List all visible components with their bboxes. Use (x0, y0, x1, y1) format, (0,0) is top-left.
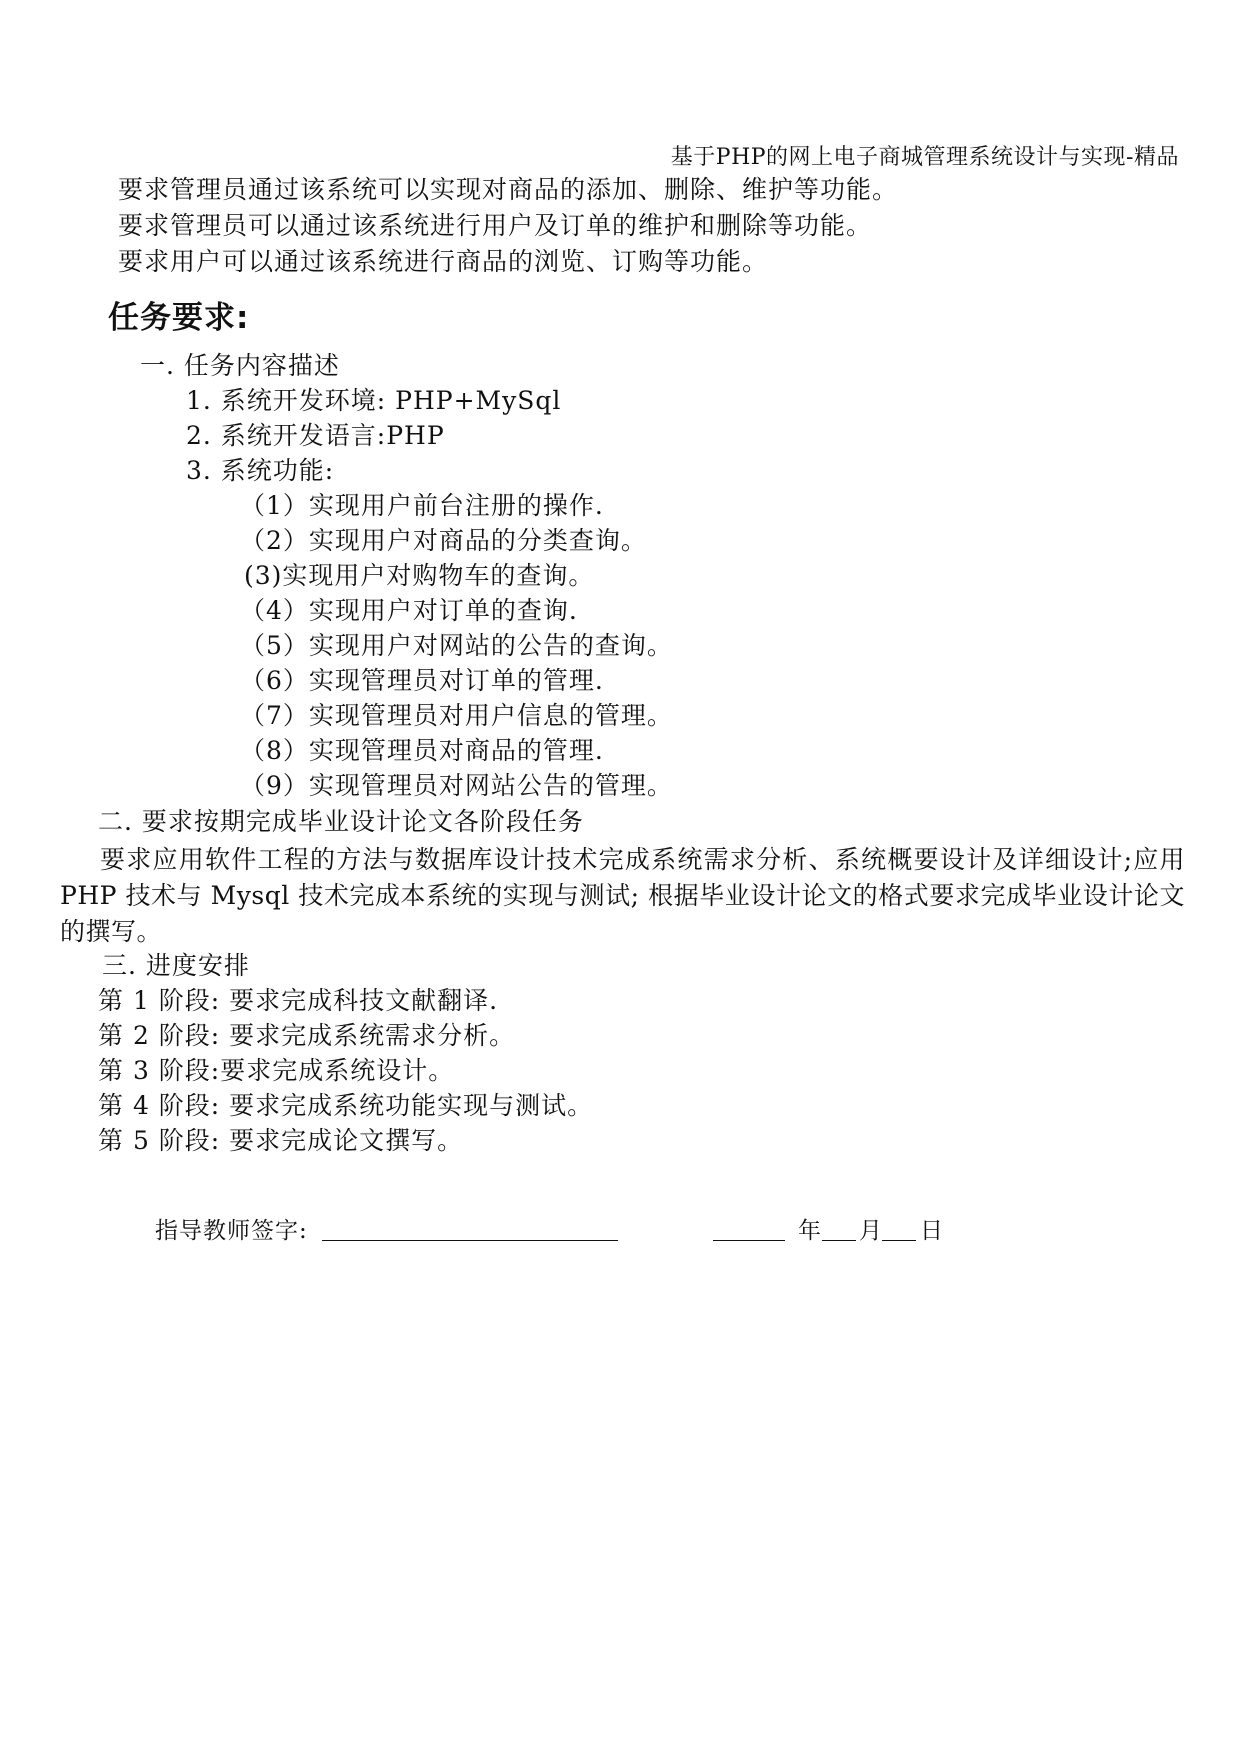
task-heading: 任务要求: (108, 300, 250, 336)
year-line (713, 1240, 785, 1241)
schedule-stage: 第 5 阶段: 要求完成论文撰写。 (98, 1126, 464, 1155)
section-1-item-2: 2. 系统开发语言:PHP (186, 421, 445, 450)
day-label: 日 (920, 1218, 943, 1244)
function-item: （7）实现管理员对用户信息的管理。 (240, 701, 673, 730)
month-line (822, 1240, 856, 1241)
section-1-item-3: 3. 系统功能: (186, 456, 335, 485)
function-item: （9）实现管理员对网站公告的管理。 (240, 771, 673, 800)
year-label: 年 (798, 1218, 821, 1244)
section-3-title: 三. 进度安排 (102, 951, 250, 980)
schedule-stage: 第 2 阶段: 要求完成系统需求分析。 (98, 1021, 516, 1050)
section-1-item-1: 1. 系统开发环境: PHP+MySql (186, 386, 562, 415)
schedule-stage: 第 1 阶段: 要求完成科技文献翻译. (98, 986, 499, 1015)
section-1-title: 一. 任务内容描述 (140, 351, 340, 380)
page-header-title: 基于PHP的网上电子商城管理系统设计与实现-精品 (670, 145, 1179, 170)
signature-label: 指导教师签字: (155, 1218, 308, 1244)
month-label: 月 (859, 1218, 882, 1244)
function-item: (3)实现用户对购物车的查询。 (244, 561, 595, 590)
signature-line (322, 1240, 618, 1241)
function-item: （2）实现用户对商品的分类查询。 (240, 526, 647, 555)
function-item: （1）实现用户前台注册的操作. (240, 491, 604, 520)
schedule-stage: 第 3 阶段:要求完成系统设计。 (98, 1056, 455, 1085)
section-2-title: 二. 要求按期完成毕业设计论文各阶段任务 (98, 807, 584, 836)
function-item: （4）实现用户对订单的查询. (240, 596, 578, 625)
schedule-stage: 第 4 阶段: 要求完成系统功能实现与测试。 (98, 1091, 594, 1120)
section-2-paragraph: 要求应用软件工程的方法与数据库设计技术完成系统需求分析、系统概要设计及详细设计;应用 PHP 技术与 Mysql 技术完成本系统的实现与测试; 根据毕业设计论文的格式要求完成毕业设计论文的撰写。 (60, 845, 1185, 946)
day-line (882, 1240, 916, 1241)
function-item: （6）实现管理员对订单的管理. (240, 666, 604, 695)
function-item: （5）实现用户对网站的公告的查询。 (240, 631, 673, 660)
intro-line-3: 要求用户可以通过该系统进行商品的浏览、订购等功能。 (118, 247, 769, 276)
intro-line-2: 要求管理员可以通过该系统进行用户及订单的维护和删除等功能。 (118, 211, 873, 240)
function-item: （8）实现管理员对商品的管理. (240, 736, 604, 765)
intro-line-1: 要求管理员通过该系统可以实现对商品的添加、删除、维护等功能。 (118, 175, 899, 204)
